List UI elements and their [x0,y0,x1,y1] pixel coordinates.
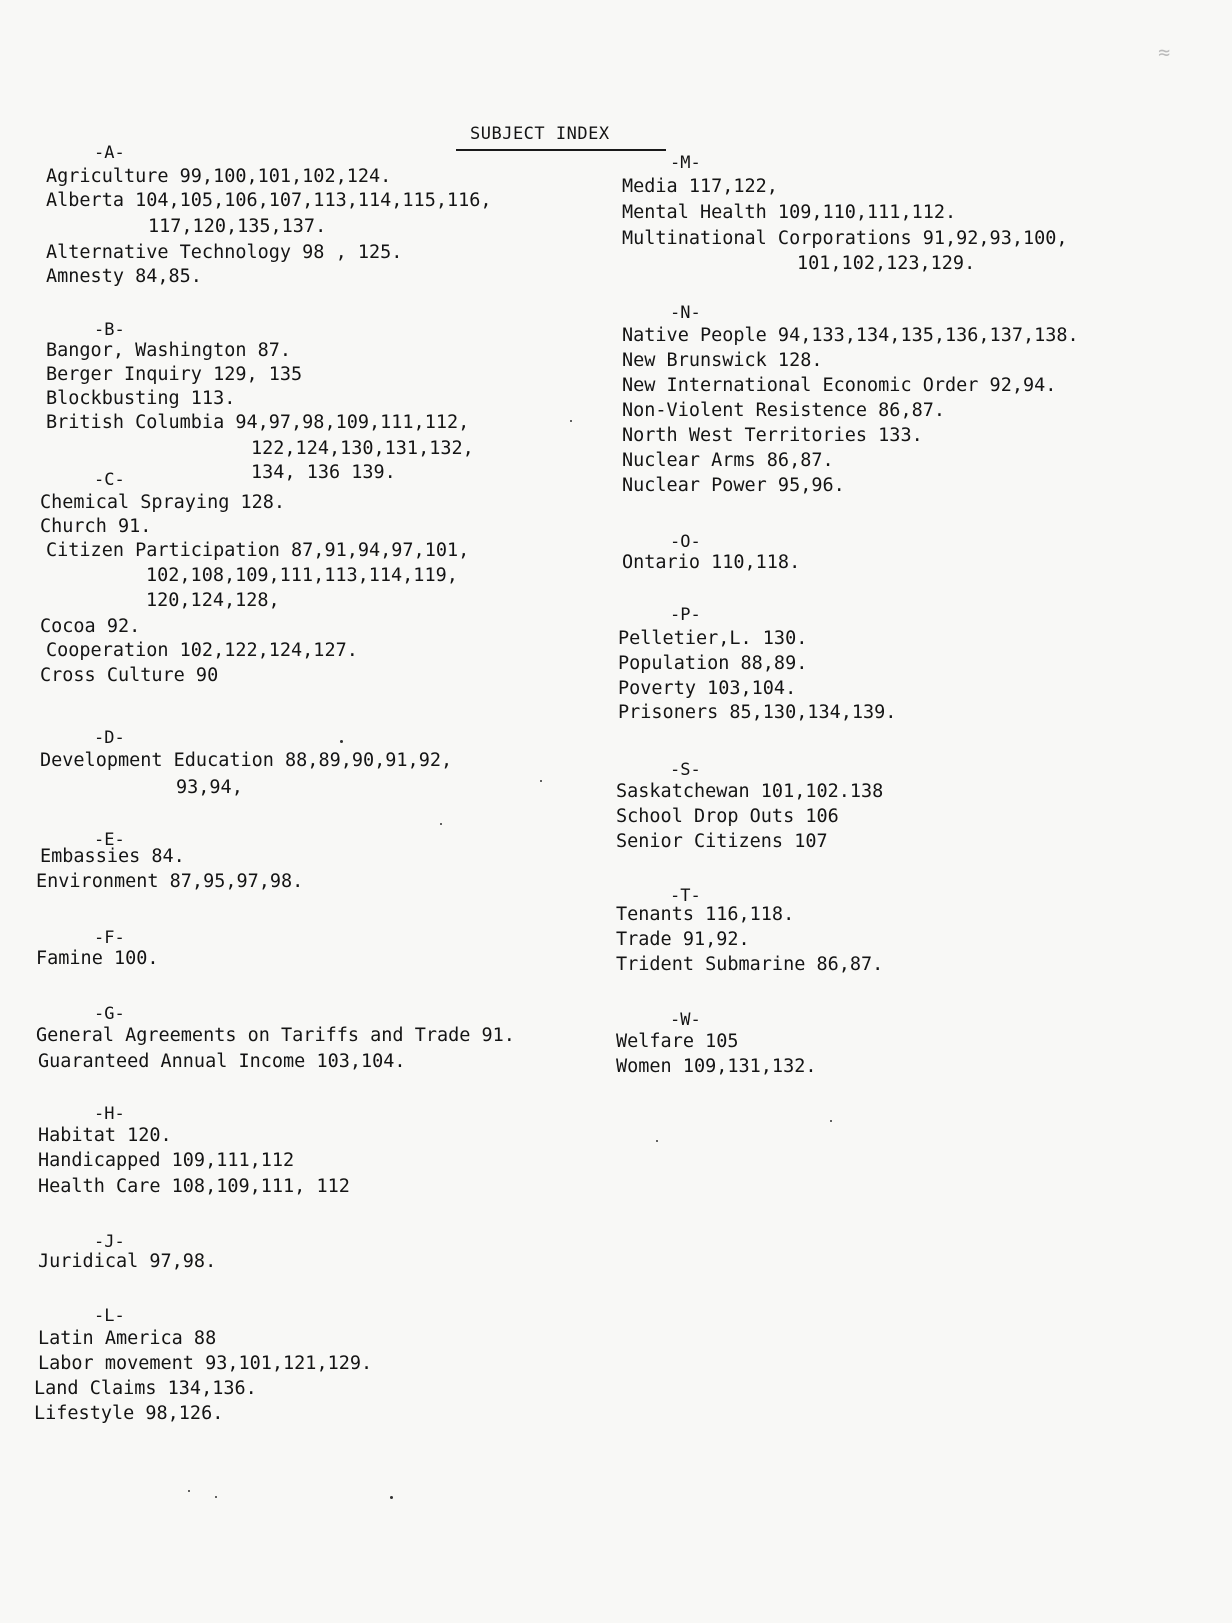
section-letter-heading: -B- [94,320,125,340]
index-entry: Chemical Spraying 128. [40,492,286,513]
section-letter-heading: -T- [670,886,701,906]
section-letter-heading: -O- [670,532,701,552]
index-entry: New International Economic Order 92,94. [622,375,1057,396]
scan-speck [656,1140,658,1142]
index-entry: North West Territories 133. [622,425,923,446]
index-entry: Ontario 110,118. [622,552,801,573]
index-entry: Nuclear Arms 86,87. [622,450,834,471]
section-letter-heading: -S- [670,760,701,780]
index-entry: Embassies 84. [40,846,185,867]
index-entry: Prisoners 85,130,134,139. [618,702,897,723]
index-entry: Alberta 104,105,106,107,113,114,115,116, [46,190,492,211]
index-entry: Habitat 120. [38,1125,172,1146]
index-entry: Women 109,131,132. [616,1056,817,1077]
index-entry: Non-Violent Resistence 86,87. [622,400,946,421]
index-entry: Nuclear Power 95,96. [622,475,845,496]
section-letter-heading: -M- [670,153,701,173]
index-entry-continuation: 101,102,123,129. [797,253,976,274]
index-entry: General Agreements on Tariffs and Trade 91. [36,1025,515,1046]
scan-speck [440,823,442,825]
section-letter-heading: -W- [670,1010,701,1030]
index-entry: Poverty 103,104. [618,678,797,699]
index-entry: Saskatchewan 101,102.138 [616,781,884,802]
section-letter-heading: -A- [94,143,125,163]
index-entry-continuation: 102,108,109,111,113,114,119, [146,565,458,586]
index-entry: New Brunswick 128. [622,350,823,371]
scan-speck [540,780,542,782]
scan-speck [570,420,572,422]
index-entry: Berger Inquiry 129, 135 [46,364,303,385]
index-entry: Amnesty 84,85. [46,266,202,287]
section-letter-heading: -H- [94,1104,125,1124]
title-underline [456,149,666,151]
index-entry: Church 91. [40,516,152,537]
index-entry-continuation: 122,124,130,131,132, [251,438,474,459]
index-entry: Land Claims 134,136. [34,1378,257,1399]
index-entry: Blockbusting 113. [46,388,236,409]
section-letter-heading: -C- [94,470,125,490]
scan-speck [830,1120,832,1122]
index-entry: Pelletier,L. 130. [618,628,808,649]
index-entry: Alternative Technology 98 , 125. [46,242,403,263]
section-letter-heading: -E- [94,830,125,850]
index-entry: Famine 100. [36,948,159,969]
page-title: SUBJECT INDEX [470,124,610,144]
corner-smudge: ≈ [1157,40,1170,64]
index-entry: Handicapped 109,111,112 [38,1150,295,1171]
scan-speck [188,1490,190,1492]
index-entry: Senior Citizens 107 [616,831,828,852]
section-letter-heading: -N- [670,303,701,323]
index-entry: Latin America 88 [38,1328,217,1349]
index-entry: Cocoa 92. [40,616,141,637]
scan-speck [215,1496,217,1498]
index-entry: Agriculture 99,100,101,102,124. [46,166,392,187]
index-entry: Labor movement 93,101,121,129. [38,1353,373,1374]
index-entry: Multinational Corporations 91,92,93,100, [622,228,1068,249]
index-entry: Welfare 105 [616,1031,739,1052]
index-entry-continuation: 117,120,135,137. [148,216,327,237]
index-entry: Mental Health 109,110,111,112. [622,202,957,223]
index-entry: Development Education 88,89,90,91,92, [40,750,453,771]
index-entry: School Drop Outs 106 [616,806,839,827]
index-entry: Population 88,89. [618,653,808,674]
index-entry: Bangor, Washington 87. [46,340,292,361]
index-entry: Citizen Participation 87,91,94,97,101, [46,540,470,561]
index-entry: Cross Culture 90 [40,665,219,686]
index-entry: Tenants 116,118. [616,904,795,925]
index-entry: British Columbia 94,97,98,109,111,112, [46,412,470,433]
section-letter-heading: -G- [94,1004,125,1024]
index-entry-continuation: 93,94, [176,777,243,798]
index-entry: Guaranteed Annual Income 103,104. [38,1051,406,1072]
scan-speck [390,1496,393,1499]
index-entry: Cooperation 102,122,124,127. [46,640,358,661]
section-letter-heading: -J- [94,1232,125,1252]
section-letter-heading: -D- [94,728,125,748]
index-entry: Media 117,122, [622,176,778,197]
index-entry: Lifestyle 98,126. [34,1403,224,1424]
index-entry: Native People 94,133,134,135,136,137,138. [622,325,1079,346]
index-entry: Trade 91,92. [616,929,750,950]
index-entry: Juridical 97,98. [38,1251,217,1272]
index-entry: Health Care 108,109,111, 112 [38,1176,350,1197]
index-entry-continuation: 120,124,128, [146,590,280,611]
index-entry-continuation: 134, 136 139. [251,462,396,483]
section-letter-heading: -L- [94,1306,125,1326]
index-entry: Environment 87,95,97,98. [36,871,304,892]
section-letter-heading: -F- [94,928,125,948]
index-entry: Trident Submarine 86,87. [616,954,884,975]
section-letter-heading: -P- [670,605,701,625]
scan-speck [340,740,343,743]
